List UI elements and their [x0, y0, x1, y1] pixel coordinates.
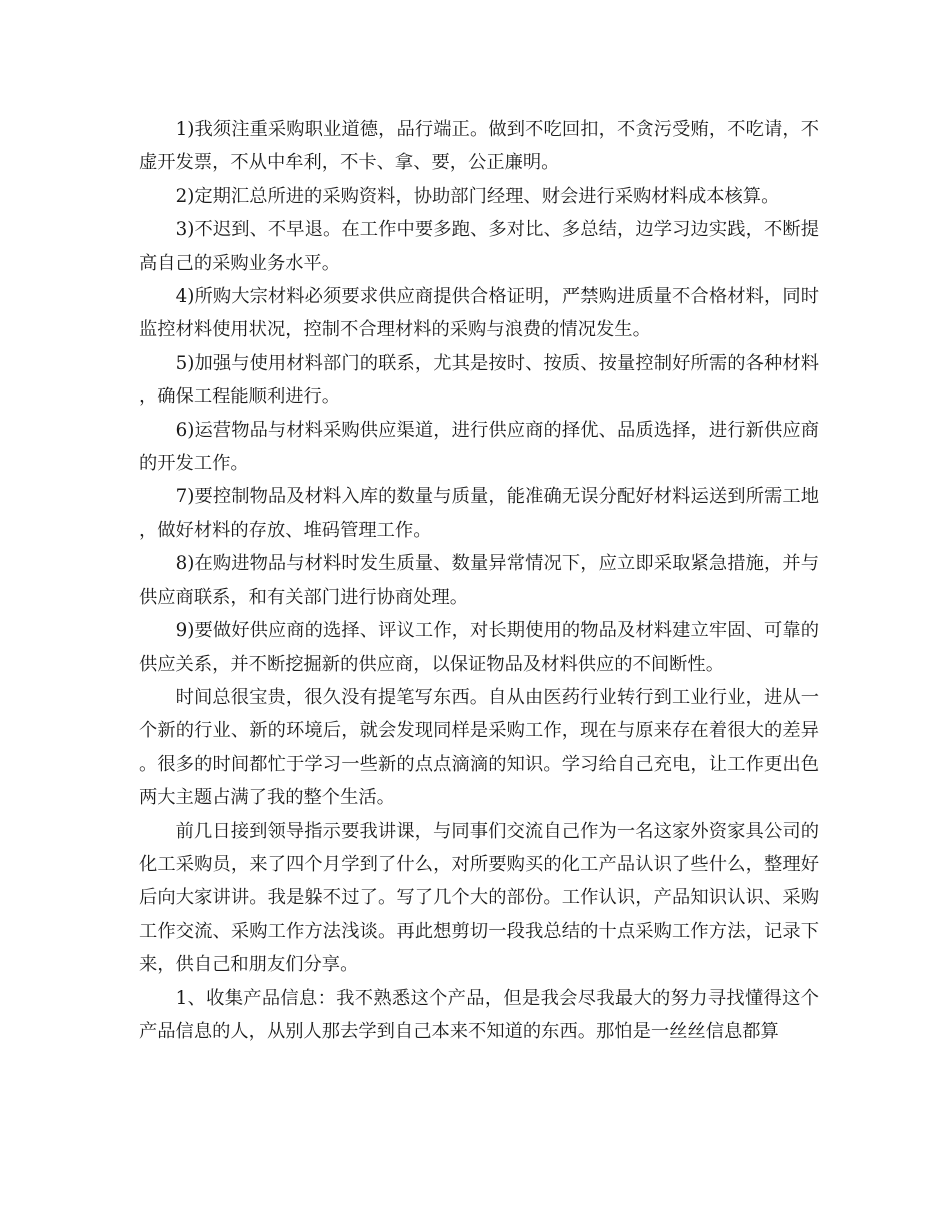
paragraph-5: 5)加强与使用材料部门的联系，尤其是按时、按质、按量控制好所需的各种材料，确保工程能顺利进行。 — [139, 352, 819, 408]
paragraph-2: 2)定期汇总所进的采购资料，协助部门经理、财会进行采购材料成本核算。 — [175, 185, 780, 207]
paragraph-1: 1)我须注重采购职业道德，品行端正。做到不吃回扣，不贪污受贿，不吃请，不虚开发票，不从中牟利，不卡、拿、要，公正廉明。 — [139, 119, 819, 174]
paragraph-4: 4)所购大宗材料必须要求供应商提供合格证明，严禁购进质量不合格材料，同时监控材料使用状况，控制不合理材料的采购与浪费的情况发生。 — [139, 286, 819, 341]
document-body — [139, 113, 819, 1048]
paragraph-6: 6)运营物品与材料采购供应渠道，进行供应商的择优、品质选择，进行新供应商的开发工作。 — [139, 419, 819, 475]
paragraph-9: 9)要做好供应商的选择、评议工作，对长期使用的物品及材料建立牢固、可靠的供应关系，并不断挖掘新的供应商，以保证物品及材料供应的不间断性。 — [139, 620, 819, 675]
paragraph-12: 1、收集产品信息：我不熟悉这个产品，但是我会尽我最大的努力寻找懂得这个产品信息的人，从别人那去学到自己本来不知道的东西。那怕是一丝丝信息都算 — [139, 987, 819, 1042]
paragraph-10: 时间总很宝贵，很久没有提笔写东西。自从由医药行业转行到工业行业，进从一个新的行业、新的环境后，就会发现同样是采购工作，现在与原来存在着很大的差异。很多的时间都忙于学习一些新的点点滴滴的知识。学习给自己充电，让工作更出色两大主题占满了我的整个生活。 — [139, 686, 819, 809]
paragraph-7: 7)要控制物品及材料入库的数量与质量，能准确无误分配好材料运送到所需工地，做好材料的存放、堆码管理工作。 — [139, 486, 819, 541]
paragraph-8: 8)在购进物品与材料时发生质量、数量异常情况下，应立即采取紧急措施，并与供应商联系，和有关部门进行协商处理。 — [139, 553, 819, 608]
paragraph-11: 前几日接到领导指示要我讲课，与同事们交流自己作为一名这家外资家具公司的化工采购员，来了四个月学到了什么，对所要购买的化工产品认识了些什么，整理好后向大家讲讲。我是躲不过了。写了几个大的部份。工作认识，产品知识认识、采购工作交流、采购工作方法浅谈。再此想剪切一段我总结的十点采购工作方法，记录下来，供自己和朋友们分享。 — [139, 820, 819, 976]
paragraph-3: 3)不迟到、不早退。在工作中要多跑、多对比、多总结，边学习边实践，不断提高自己的采购业务水平。 — [139, 219, 819, 274]
